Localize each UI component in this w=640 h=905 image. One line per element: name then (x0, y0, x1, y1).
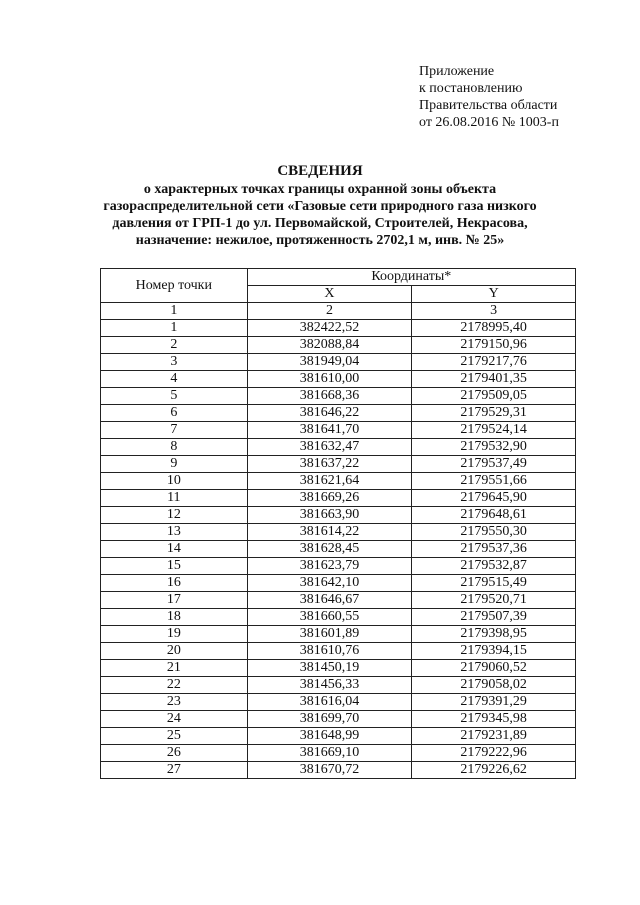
y-coordinate-cell: 2179648,61 (412, 507, 576, 524)
table-row (101, 524, 576, 541)
x-coordinate-cell: 381669,10 (247, 745, 412, 762)
y-coordinate-cell: 2179226,62 (412, 762, 576, 779)
table-row (101, 405, 576, 422)
table-row (101, 609, 576, 626)
x-coordinate-cell: 382422,52 (247, 320, 412, 337)
y-coordinate-cell: 2179394,15 (412, 643, 576, 660)
table-body (101, 320, 576, 779)
x-coordinate-cell: 381610,00 (247, 371, 412, 388)
point-number-cell: 12 (101, 507, 248, 524)
table-row (101, 728, 576, 745)
y-coordinate-cell: 2179515,49 (412, 575, 576, 592)
y-coordinate-cell: 2179507,39 (412, 609, 576, 626)
y-coordinate-cell: 2179537,36 (412, 541, 576, 558)
x-coordinate-cell: 381668,36 (247, 388, 412, 405)
x-coordinate-cell: 381632,47 (247, 439, 412, 456)
y-coordinate-cell: 2179550,30 (412, 524, 576, 541)
heading-line: газораспределительной сети «Газовые сети природного газа низкого (103, 199, 537, 214)
table-row (101, 422, 576, 439)
y-coordinate-cell: 2178995,40 (412, 320, 576, 337)
table-row (101, 762, 576, 779)
x-coordinate-cell: 381456,33 (247, 677, 412, 694)
x-coordinate-cell: 381450,19 (247, 660, 412, 677)
appendix-line: Приложение (419, 64, 495, 79)
header-x: X (247, 286, 412, 303)
appendix-block (419, 63, 559, 131)
y-coordinate-cell: 2179551,66 (412, 473, 576, 490)
table-row (101, 507, 576, 524)
x-coordinate-cell: 381642,10 (247, 575, 412, 592)
column-number-row (101, 303, 576, 320)
table-row (101, 371, 576, 388)
table-row (101, 592, 576, 609)
y-coordinate-cell: 2179537,49 (412, 456, 576, 473)
point-number-cell: 22 (101, 677, 248, 694)
x-coordinate-cell: 381663,90 (247, 507, 412, 524)
y-coordinate-cell: 2179532,90 (412, 439, 576, 456)
table-row (101, 473, 576, 490)
point-number-cell: 23 (101, 694, 248, 711)
y-coordinate-cell: 2179391,29 (412, 694, 576, 711)
y-coordinate-cell: 2179217,76 (412, 354, 576, 371)
table-row (101, 320, 576, 337)
point-number-cell: 19 (101, 626, 248, 643)
point-number-cell: 26 (101, 745, 248, 762)
x-coordinate-cell: 381660,55 (247, 609, 412, 626)
table-row (101, 439, 576, 456)
x-coordinate-cell: 381628,45 (247, 541, 412, 558)
point-number-cell: 24 (101, 711, 248, 728)
point-number-cell: 9 (101, 456, 248, 473)
table-row (101, 626, 576, 643)
document-heading (100, 163, 540, 249)
table-row (101, 745, 576, 762)
appendix-line: к постановлению (419, 81, 523, 96)
table-row (101, 490, 576, 507)
table-header (101, 269, 576, 320)
table-row (101, 575, 576, 592)
point-number-cell: 16 (101, 575, 248, 592)
y-coordinate-cell: 2179524,14 (412, 422, 576, 439)
point-number-cell: 27 (101, 762, 248, 779)
heading-line: назначение: нежилое, протяженность 2702,1 м, инв. № 25» (135, 233, 505, 248)
table-row (101, 337, 576, 354)
column-number: 2 (247, 303, 412, 320)
x-coordinate-cell: 381623,79 (247, 558, 412, 575)
table-row (101, 558, 576, 575)
point-number-cell: 11 (101, 490, 248, 507)
x-coordinate-cell: 381669,26 (247, 490, 412, 507)
y-coordinate-cell: 2179520,71 (412, 592, 576, 609)
point-number-cell: 14 (101, 541, 248, 558)
heading-line: давления от ГРП-1 до ул. Первомайской, Строителей, Некрасова, (112, 216, 528, 231)
point-number-cell: 20 (101, 643, 248, 660)
heading-line: о характерных точках границы охранной зоны объекта (143, 182, 497, 197)
table-row (101, 660, 576, 677)
x-coordinate-cell: 381614,22 (247, 524, 412, 541)
point-number-cell: 3 (101, 354, 248, 371)
table-row (101, 711, 576, 728)
point-number-cell: 10 (101, 473, 248, 490)
table-row (101, 677, 576, 694)
x-coordinate-cell: 381616,04 (247, 694, 412, 711)
point-number-cell: 15 (101, 558, 248, 575)
x-coordinate-cell: 381949,04 (247, 354, 412, 371)
point-number-cell: 5 (101, 388, 248, 405)
x-coordinate-cell: 381641,70 (247, 422, 412, 439)
x-coordinate-cell: 382088,84 (247, 337, 412, 354)
x-coordinate-cell: 381646,67 (247, 592, 412, 609)
y-coordinate-cell: 2179645,90 (412, 490, 576, 507)
y-coordinate-cell: 2179058,02 (412, 677, 576, 694)
y-coordinate-cell: 2179345,98 (412, 711, 576, 728)
point-number-cell: 18 (101, 609, 248, 626)
column-number: 3 (412, 303, 576, 320)
x-coordinate-cell: 381670,72 (247, 762, 412, 779)
point-number-cell: 25 (101, 728, 248, 745)
point-number-cell: 13 (101, 524, 248, 541)
point-number-cell: 4 (101, 371, 248, 388)
point-number-cell: 7 (101, 422, 248, 439)
table-row (101, 388, 576, 405)
x-coordinate-cell: 381646,22 (247, 405, 412, 422)
y-coordinate-cell: 2179398,95 (412, 626, 576, 643)
point-number-cell: 21 (101, 660, 248, 677)
x-coordinate-cell: 381621,64 (247, 473, 412, 490)
point-number-cell: 2 (101, 337, 248, 354)
y-coordinate-cell: 2179231,89 (412, 728, 576, 745)
table-row (101, 354, 576, 371)
table-row (101, 541, 576, 558)
appendix-date: от 26.08.2016 № 1003-п (419, 115, 559, 130)
header-coordinates: Координаты* (247, 269, 575, 286)
y-coordinate-cell: 2179532,87 (412, 558, 576, 575)
y-coordinate-cell: 2179060,52 (412, 660, 576, 677)
y-coordinate-cell: 2179222,96 (412, 745, 576, 762)
x-coordinate-cell: 381610,76 (247, 643, 412, 660)
table-row (101, 456, 576, 473)
y-coordinate-cell: 2179509,05 (412, 388, 576, 405)
y-coordinate-cell: 2179529,31 (412, 405, 576, 422)
y-coordinate-cell: 2179150,96 (412, 337, 576, 354)
point-number-cell: 8 (101, 439, 248, 456)
y-coordinate-cell: 2179401,35 (412, 371, 576, 388)
x-coordinate-cell: 381648,99 (247, 728, 412, 745)
point-number-cell: 6 (101, 405, 248, 422)
x-coordinate-cell: 381601,89 (247, 626, 412, 643)
column-number: 1 (101, 303, 248, 320)
coordinates-table (100, 268, 576, 779)
header-point-number: Номер точки (101, 269, 248, 303)
x-coordinate-cell: 381699,70 (247, 711, 412, 728)
point-number-cell: 17 (101, 592, 248, 609)
appendix-line: Правительства области (419, 98, 558, 113)
table-row (101, 694, 576, 711)
table-row (101, 643, 576, 660)
header-y: Y (412, 286, 576, 303)
x-coordinate-cell: 381637,22 (247, 456, 412, 473)
point-number-cell: 1 (101, 320, 248, 337)
document-title: СВЕДЕНИЯ (277, 163, 363, 179)
